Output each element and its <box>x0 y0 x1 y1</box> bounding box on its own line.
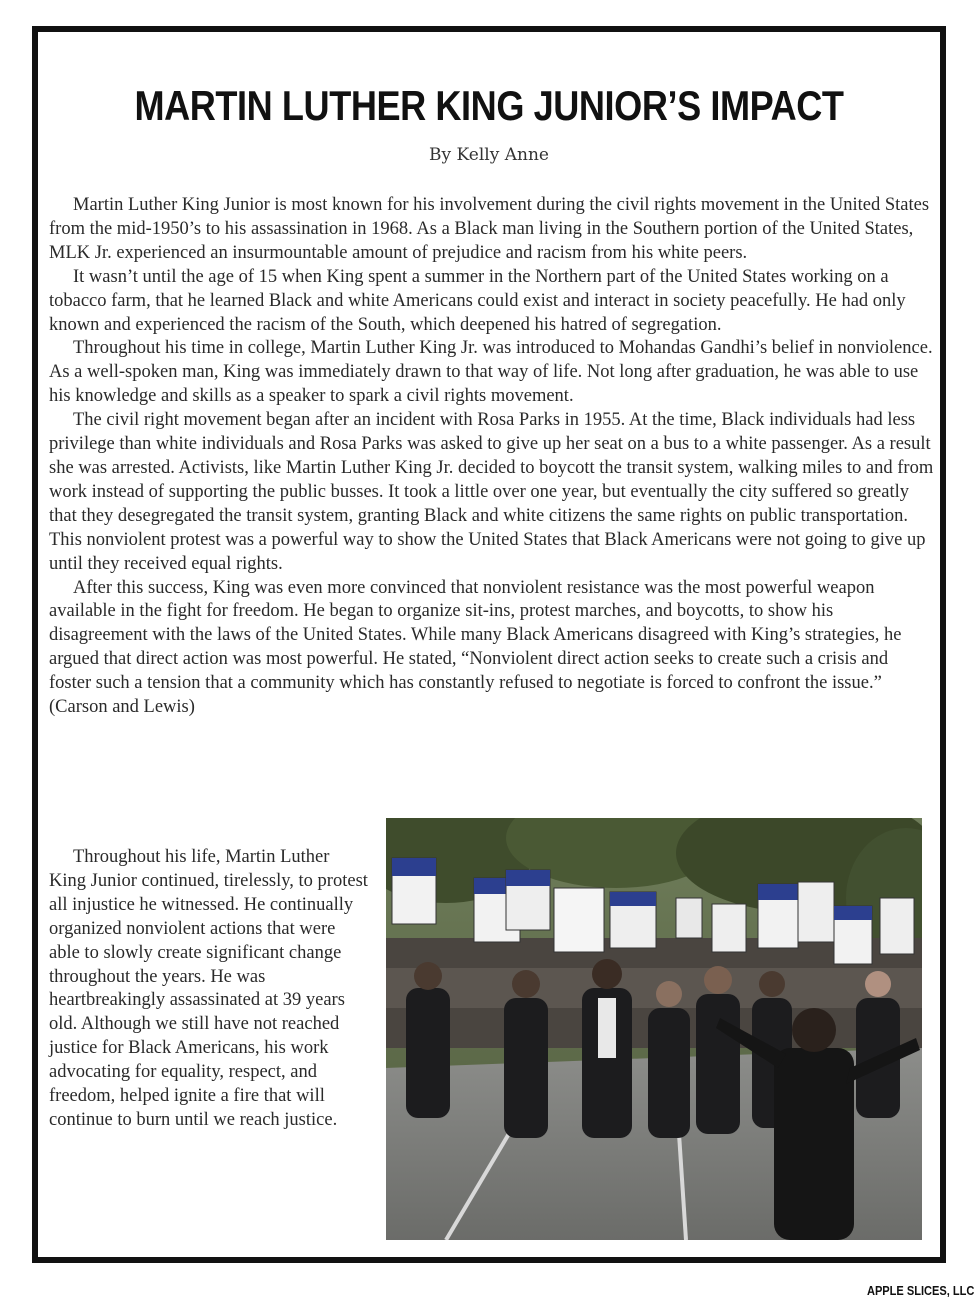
paragraph: It wasn’t until the age of 15 when King spent a summer in the Northern part of the United States working on a tobacco farm, that he learned Black and white Americans could exist and interact in society peacefully. He had only known and experienced the racism of the South, which deepened his hatred of segregation. <box>49 266 906 335</box>
article-title: MARTIN LUTHER KING JUNIOR’S IMPACT <box>134 82 844 129</box>
march-photo-illustration <box>386 818 922 1240</box>
paragraph: After this success, King was even more convinced that nonviolent resistance was the most powerful weapon available in the fight for freedom. He began to organize sit-ins, protest marches, and boycotts, to show his disagreement with the laws of the United States. While many Black Americans disagreed with King’s strategies, he argued that direct action was most powerful. He stated, “Nonviolent direct action seeks to create such a crisis and foster such a tension that a community which has constantly refused to negotiate is forced to confront the issue.” (Carson and Lewis) <box>49 577 902 718</box>
article-byline: By Kelly Anne <box>429 145 549 165</box>
paragraph: Throughout his life, Martin Luther King Junior continued, tirelessly, to protest all injustice he witnessed. He continually organized nonviolent actions that were able to slowly create significant change throughout the years. He was heartbreakingly assassinated at 39 years old. Although we still have not reached justice for Black Americans, his work advocating for equality, respect, and freedom, helped ignite a fire that will continue to burn until we reach justice. <box>49 847 368 1130</box>
footer-brand: APPLE SLICES, LLC <box>866 1283 974 1298</box>
paragraph: The civil right movement began after an incident with Rosa Parks in 1955. At the time, Black individuals had less privilege than white individuals and Rosa Parks was asked to give up her seat on a bus to a white passenger. As a result she was arrested. Activists, like Martin Luther King Jr. decided to boycott the transit system, walking miles to and from work instead of supporting the public busses. It took a little over one year, but eventually the city suffered so greatly that they desegregated the transit system, granting Black and white citizens the same rights on public transportation. This nonviolent protest was a powerful way to show the United States that Black Americans were not going to give up until they received equal rights. <box>49 410 934 574</box>
side-paragraph <box>49 846 369 1133</box>
page-frame <box>32 26 946 1263</box>
march-photo <box>386 818 922 1240</box>
paragraph: Martin Luther King Junior is most known for his involvement during the civil rights movement in the United States from the mid-1950’s to his assassination in 1968. As a Black man living in the Southern portion of the United States, MLK Jr. experienced an insurmountable amount of prejudice and racism from his white peers. <box>49 195 930 263</box>
paragraph: Throughout his time in college, Martin Luther King Jr. was introduced to Mohandas Gandhi’s belief in nonviolence. As a well-spoken man, King was immediately drawn to that way of life. Not long after graduation, he was able to use his knowledge and skills as a speaker to spark a civil rights movement. <box>49 338 933 407</box>
article-body <box>49 194 934 720</box>
